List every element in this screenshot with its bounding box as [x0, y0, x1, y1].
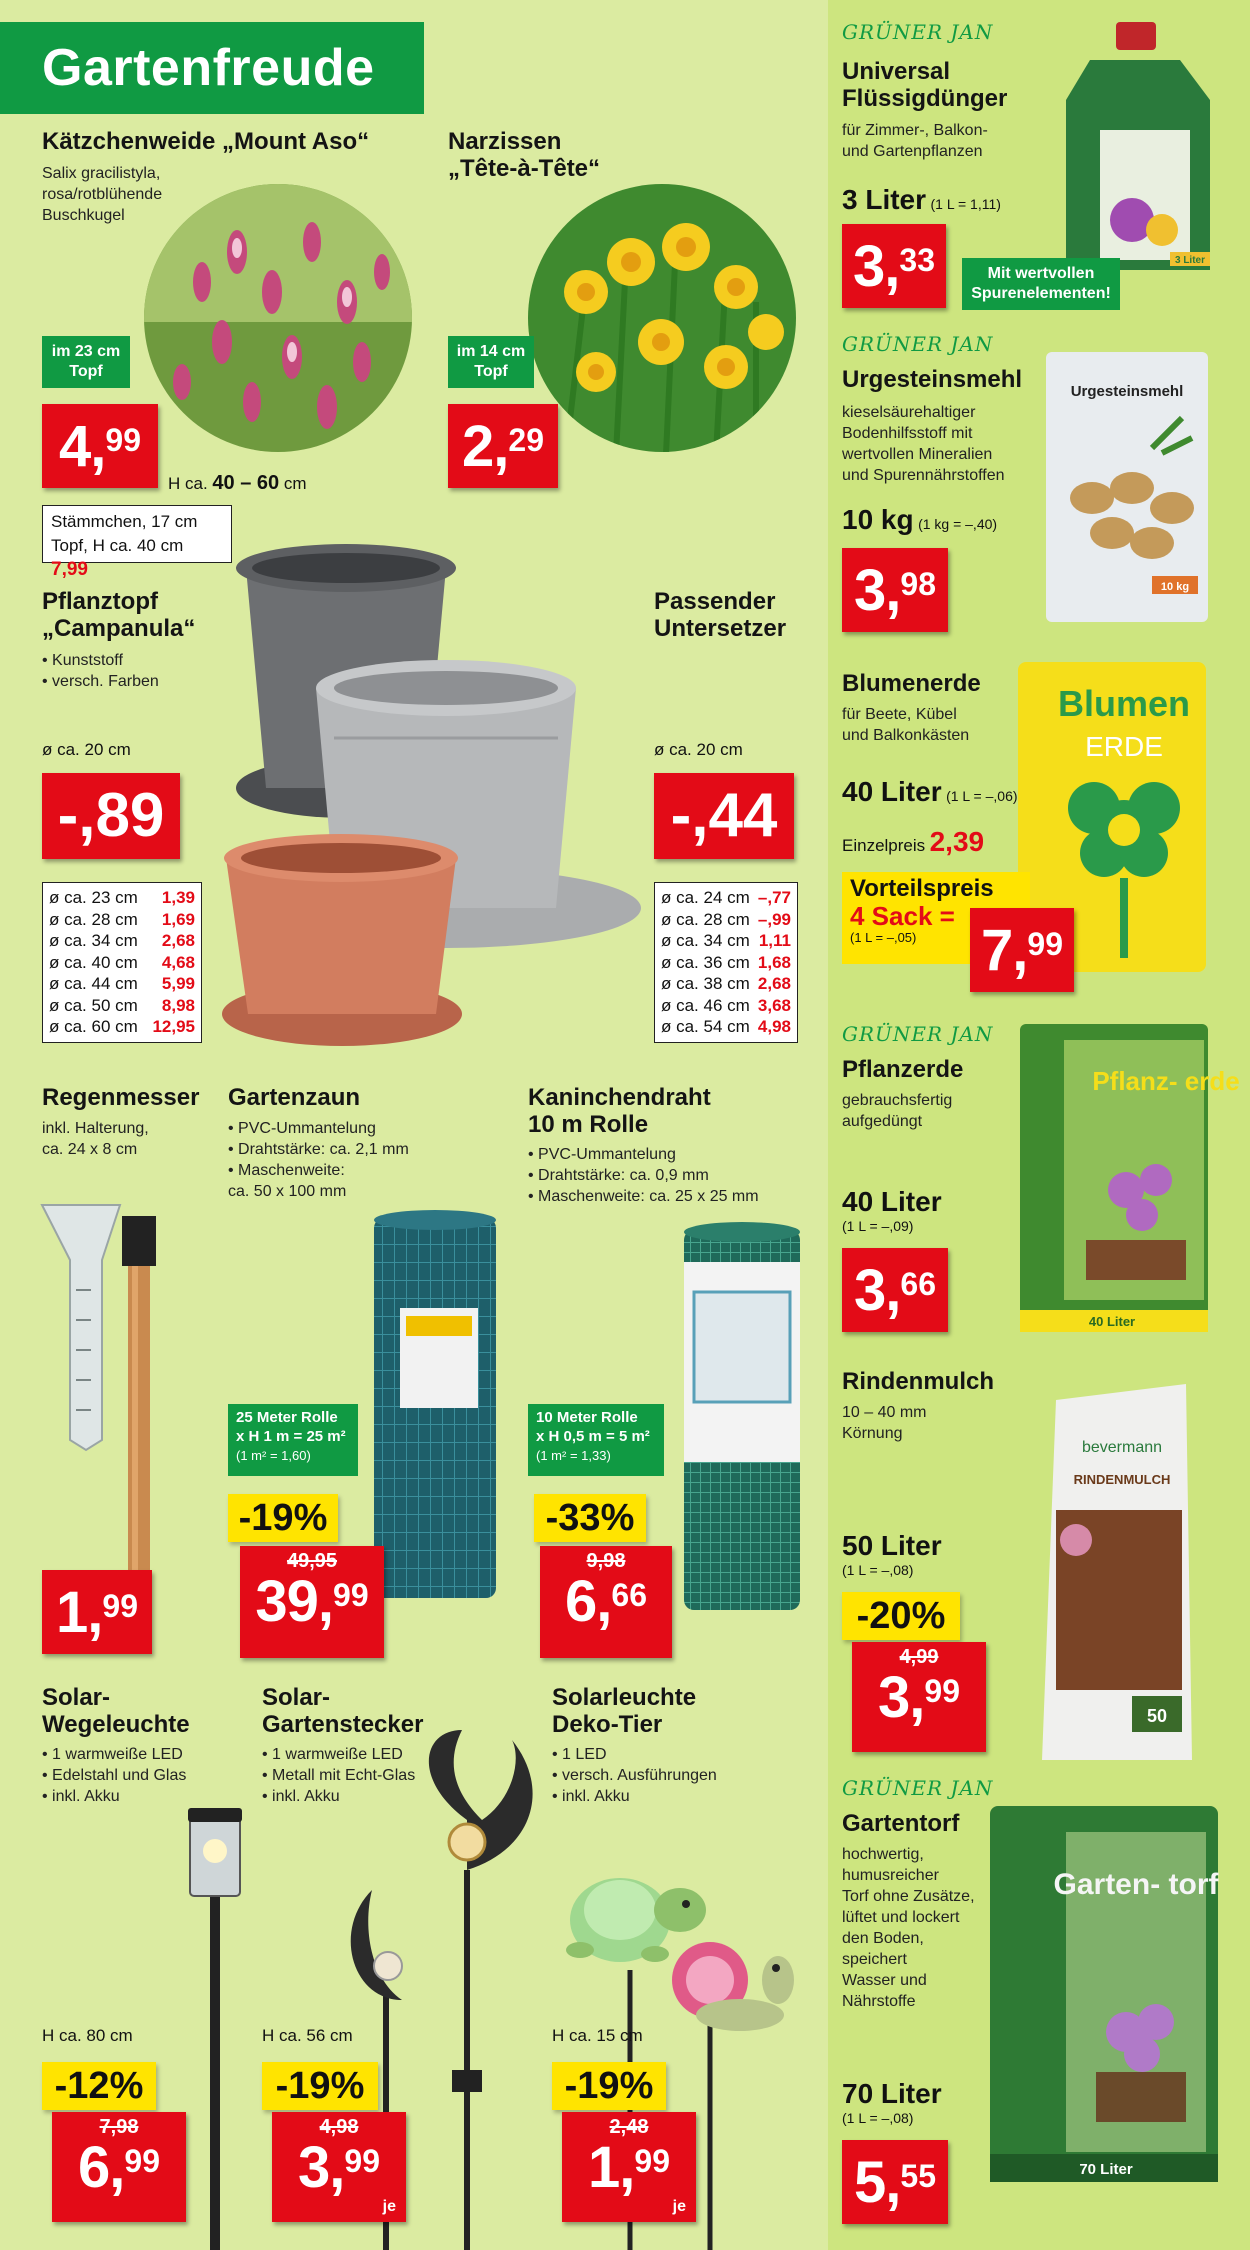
- brand-gartentorf: GRÜNER JAN: [842, 1776, 994, 1800]
- size-price: 1,11: [758, 931, 791, 950]
- product-name-gartenzaun: Gartenzaun: [228, 1084, 361, 1111]
- plant-pots-image: [216, 548, 664, 1058]
- size-label: ø ca. 46 cm: [661, 995, 750, 1015]
- size-label: ø ca. 38 cm: [661, 974, 750, 993]
- size-price: 8,98: [161, 995, 195, 1015]
- price-solarwege: 7,98 6, 99: [52, 2112, 186, 2222]
- price-kaninchendraht: 9,98 6, 66: [540, 1546, 672, 1658]
- svg-text:10 kg: 10 kg: [1160, 581, 1190, 593]
- svg-text:ERDE: ERDE: [1085, 731, 1163, 762]
- size-label: ø ca. 28 cm: [49, 909, 138, 929]
- price-gartenzaun: 49,95 39, 99: [240, 1546, 384, 1658]
- brand-fluessigduenger: GRÜNER JAN: [842, 20, 994, 44]
- price-regenmesser: 1, 99: [42, 1570, 152, 1654]
- rabbit-wire-image: [680, 1222, 804, 1614]
- discount-solardeko: -19%: [552, 2062, 666, 2110]
- product-name-fluessigduenger: Universal Flüssigdünger: [842, 58, 1008, 112]
- size-price: 1,68: [757, 952, 791, 972]
- old-price-gartenzaun: 49,95: [286, 1550, 338, 1572]
- size-row: [661, 952, 791, 974]
- path-light-image: [180, 1806, 250, 2250]
- qty-pflanzerde: 40 Liter (1 L = –,09): [842, 1186, 942, 1234]
- size-price: 12,95: [152, 1017, 195, 1036]
- product-name-pflanzerde: Pflanzerde: [842, 1056, 964, 1083]
- bark-mulch-bag-image: [1036, 1380, 1196, 1766]
- qty-fluessigduenger: 3 Liter (1 L = 1,11): [842, 184, 1001, 215]
- old-price-kaninchendraht: 9,98: [586, 1550, 626, 1572]
- product-name-narzissen: Narzissen „Tête-à-Tête“: [448, 128, 601, 182]
- size-table-pflanztopf: [42, 882, 202, 1043]
- size-table-untersetzer: [654, 882, 798, 1043]
- potting-soil-bag-image: [1016, 1020, 1240, 1336]
- size-label: ø ca. 28 cm: [661, 909, 750, 929]
- badge-spurenelemente: Mit wertvollen Spurenelementen!: [962, 258, 1120, 310]
- bullets-gartenzaun: • PVC-Ummantelung • Drahtstärke: ca. 2,1 mm • Maschenweite: ca. 50 x 100 mm: [228, 1120, 409, 1200]
- single-price-blumenerde: Einzelpreis 2,39: [842, 826, 985, 857]
- kaetzchenweide-image: [142, 182, 414, 454]
- size-label: ø ca. 24 cm: [661, 888, 750, 907]
- desc-gartentorf: hochwertig, humusreicher Torf ohne Zusätze, lüftet und lockert den Boden, speichert Wasser und Nährstoffe: [842, 1846, 975, 2010]
- page-title: Gartenfreude: [0, 22, 424, 114]
- size-row: [49, 995, 195, 1017]
- size-price: 1,39: [161, 888, 195, 907]
- discount-rindenmulch: -20%: [842, 1592, 960, 1640]
- brand-urgesteinsmehl: GRÜNER JAN: [842, 332, 994, 356]
- pot-size-kaetzchenweide: im 23 cm Topf: [42, 336, 130, 388]
- qty-blumenerde: 40 Liter (1 L = –,06): [842, 776, 1018, 807]
- pot-size-narzissen: im 14 cm Topf: [448, 336, 534, 388]
- fertilizer-bottle-image: [1060, 20, 1220, 280]
- size-price: –,99: [757, 909, 791, 929]
- svg-text:Garten- torf: Garten- torf: [1053, 1868, 1219, 1901]
- peat-bag-image: [986, 1802, 1222, 2186]
- size-price: 2,68: [757, 974, 791, 993]
- size-price: 4,98: [757, 1017, 791, 1036]
- price-kaetzchenweide: 4, 99: [42, 404, 158, 488]
- bullets-solardeko: • 1 LED • versch. Ausführungen • inkl. Akku: [552, 1746, 717, 1805]
- desc-fluessigduenger: für Zimmer-, Balkon- und Gartenpflanzen: [842, 122, 988, 160]
- size-row: [49, 973, 195, 995]
- desc-blumenerde: für Beete, Kübel und Balkonkästen: [842, 706, 970, 744]
- svg-text:50: 50: [1146, 1706, 1168, 1726]
- size-label: ø ca. 36 cm: [661, 952, 750, 972]
- roll-info-kaninchendraht: 10 Meter Rolle x H 0,5 m = 5 m² (1 m² = 1,33): [528, 1404, 664, 1476]
- bullets-kaninchendraht: • PVC-Ummantelung • Drahtstärke: ca. 0,9 mm • Maschenweite: ca. 25 x 25 mm: [528, 1146, 759, 1205]
- price-gartentorf: 5, 55: [842, 2140, 948, 2224]
- svg-text:3 Liter: 3 Liter: [1174, 255, 1206, 266]
- price-pflanztopf: -,89: [42, 773, 180, 859]
- old-price-solardeko: 2,48: [609, 2116, 649, 2138]
- discount-solargarten: -19%: [262, 2062, 378, 2110]
- size-untersetzer: ø ca. 20 cm: [654, 740, 743, 759]
- product-name-solardeko: Solarleuchte Deko-Tier: [552, 1684, 697, 1738]
- stem-variant-box: Stämmchen, 17 cm Topf, H ca. 40 cm 7,99: [42, 505, 232, 563]
- size-label: ø ca. 34 cm: [49, 931, 138, 950]
- size-label: ø ca. 50 cm: [49, 995, 138, 1015]
- price-solardeko: 2,48 1, 99 je: [562, 2112, 696, 2222]
- old-price-solarwege: 7,98: [99, 2116, 139, 2138]
- size-label: ø ca. 60 cm: [49, 1017, 138, 1036]
- price-rindenmulch: 4,99 3, 99: [852, 1642, 986, 1752]
- size-label: ø ca. 40 cm: [49, 952, 138, 972]
- size-row: [661, 973, 791, 995]
- rock-dust-bag-image: [1042, 348, 1212, 626]
- narzissen-image: [526, 182, 798, 454]
- bullets-solarwege: • 1 warmweiße LED • Edelstahl und Glas • inkl. Akku: [42, 1746, 187, 1805]
- size-row: [49, 887, 195, 909]
- product-name-rindenmulch: Rindenmulch: [842, 1368, 995, 1395]
- size-row: [49, 930, 195, 952]
- size-row: [49, 909, 195, 931]
- product-name-untersetzer: Passender Untersetzer: [654, 588, 787, 642]
- size-label: ø ca. 23 cm: [49, 888, 138, 907]
- size-row: [661, 930, 791, 952]
- price-narzissen: 2, 29: [448, 404, 558, 488]
- price-fluessigduenger: 3, 33: [842, 224, 946, 308]
- price-solargarten: 4,98 3, 99 je: [272, 2112, 406, 2222]
- product-name-gartentorf: Gartentorf: [842, 1810, 960, 1837]
- height-solardeko: H ca. 15 cm: [552, 2026, 643, 2045]
- size-price: 2,68: [161, 931, 195, 950]
- size-price: 1,69: [161, 909, 195, 929]
- size-price: –,77: [757, 888, 791, 907]
- discount-kaninchendraht: -33%: [534, 1494, 646, 1542]
- product-name-pflanztopf: Pflanztopf „Campanula“: [42, 588, 196, 642]
- height-solarwege: H ca. 80 cm: [42, 2026, 133, 2045]
- svg-text:Pflanz- erde: Pflanz- erde: [1092, 1066, 1240, 1096]
- height-kaetzchenweide: H ca. 40 – 60 cm: [168, 472, 307, 494]
- price-untersetzer: -,44: [654, 773, 794, 859]
- svg-text:40 Liter: 40 Liter: [1088, 1314, 1136, 1329]
- size-label: ø ca. 34 cm: [661, 931, 750, 950]
- price-blumenerde: 7, 99: [970, 908, 1074, 992]
- size-price: 5,99: [161, 974, 195, 993]
- qty-gartentorf: 70 Liter (1 L = –,08): [842, 2078, 942, 2126]
- old-price-rindenmulch: 4,99: [899, 1646, 939, 1668]
- size-price: 3,68: [757, 995, 791, 1015]
- product-name-regenmesser: Regenmesser: [42, 1084, 200, 1111]
- svg-text:Blumen: Blumen: [1057, 683, 1191, 724]
- price-urgesteinsmehl: 3, 98: [842, 548, 948, 632]
- qty-rindenmulch: 50 Liter (1 L = –,08): [842, 1530, 942, 1578]
- svg-text:RINDENMULCH: RINDENMULCH: [1073, 1472, 1171, 1487]
- roll-info-gartenzaun: 25 Meter Rolle x H 1 m = 25 m² (1 m² = 1,60): [228, 1404, 358, 1476]
- discount-solarwege: -12%: [42, 2062, 156, 2110]
- size-row: [661, 887, 791, 909]
- bullets-solargarten: • 1 warmweiße LED • Metall mit Echt-Glas • inkl. Akku: [262, 1746, 416, 1805]
- desc-regenmesser: inkl. Halterung, ca. 24 x 8 cm: [42, 1120, 149, 1158]
- size-label: ø ca. 54 cm: [661, 1017, 750, 1036]
- height-solargarten: H ca. 56 cm: [262, 2026, 353, 2045]
- vorteilspreis-box: Vorteilspreis 4 Sack = (1 L = –,05): [842, 872, 1030, 964]
- size-pflanztopf: ø ca. 20 cm: [42, 740, 131, 759]
- product-desc-kaetzchenweide: Salix gracilistyla, rosa/rotblühende Buschkugel: [42, 165, 163, 224]
- size-row: [49, 1016, 195, 1038]
- desc-rindenmulch: 10 – 40 mm Körnung: [842, 1404, 927, 1442]
- product-name-solargarten: Solar- Gartenstecker: [262, 1684, 424, 1738]
- svg-text:Urgesteinsmehl: Urgesteinsmehl: [1070, 383, 1184, 400]
- size-row: [661, 1016, 791, 1038]
- discount-gartenzaun: -19%: [228, 1494, 338, 1542]
- qty-urgesteinsmehl: 10 kg (1 kg = –,40): [842, 504, 998, 535]
- product-name-blumenerde: Blumenerde: [842, 670, 981, 697]
- bullets-pflanztopf: • Kunststoff • versch. Farben: [42, 652, 159, 690]
- brand-pflanzerde: GRÜNER JAN: [842, 1022, 994, 1046]
- price-pflanzerde: 3, 66: [842, 1248, 948, 1332]
- svg-text:70 Liter: 70 Liter: [1079, 2161, 1133, 2178]
- svg-text:bevermann: bevermann: [1081, 1439, 1163, 1456]
- old-price-solargarten: 4,98: [319, 2116, 359, 2138]
- product-name-solarwege: Solar- Wegeleuchte: [42, 1684, 190, 1738]
- size-row: [661, 995, 791, 1017]
- size-row: [49, 952, 195, 974]
- fence-roll-image: [370, 1208, 500, 1608]
- desc-urgesteinsmehl: kieselsäurehaltiger Bodenhilfsstoff mit wertvollen Mineralien und Spurennährstoffen: [842, 404, 1005, 484]
- size-label: ø ca. 44 cm: [49, 974, 138, 993]
- desc-pflanzerde: gebrauchsfertig aufgedüngt: [842, 1092, 953, 1130]
- product-name-kaetzchenweide: Kätzchenweide „Mount Aso“: [42, 128, 370, 155]
- size-price: 4,68: [161, 952, 195, 972]
- product-name-kaninchendraht: Kaninchendraht 10 m Rolle: [528, 1084, 711, 1138]
- size-row: [661, 909, 791, 931]
- product-name-urgesteinsmehl: Urgesteinsmehl: [842, 366, 1023, 393]
